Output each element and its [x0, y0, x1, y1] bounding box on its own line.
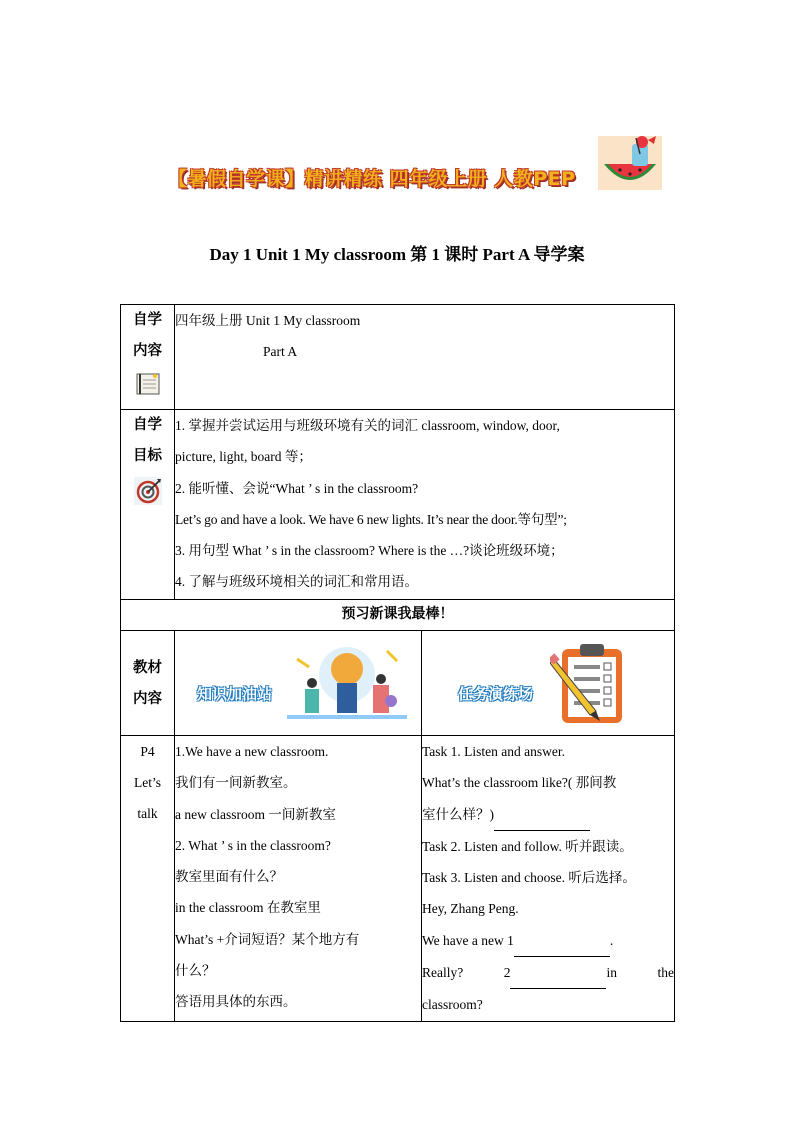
page-title: Day 1 Unit 1 My classroom 第 1 课时 Part A 导学案	[209, 245, 585, 264]
notebook-icon	[135, 371, 161, 397]
answer-blank-2[interactable]	[514, 925, 610, 957]
label-textbook-content: 教材 内容	[121, 631, 175, 736]
study-content-cell: 四年级上册 Unit 1 My classroom Part A	[175, 305, 675, 410]
section-heading: 预习新课我最棒！	[121, 600, 675, 631]
knowledge-notes-cell: 1.We have a new classroom. 我们有一间新教室。 a new classroom 一间新教室 2. What ’ s in the classroom? 教室里面有什么？ in the classroom 在教室里 What’s +介词短语？某个地方有 什么？ 答语用具体的东西。	[175, 736, 422, 1022]
knowledge-illustration-icon	[287, 639, 407, 727]
row-textbook-content	[121, 631, 675, 736]
study-plan-table	[120, 304, 675, 1022]
answer-blank-3[interactable]	[510, 957, 606, 989]
row-study-content	[121, 305, 675, 410]
header-banner: 【暑假自学课】精讲精练 四年级上册 人教PEP	[168, 168, 576, 190]
row-section-heading	[121, 600, 675, 631]
label-lets-talk: P4 Let’s talk	[121, 736, 175, 1022]
task-practice-cell: Task 1. Listen and answer. What’s the classroom like?( 那间教 室什么样？) Task 2. Listen and follow. 听并跟读。 Task 3. Listen and choose. 听后选择。 Hey, Zhang Peng. We have a new 1 . Really? 2 in the classroom?	[422, 736, 675, 1022]
clipboard-icon	[550, 641, 634, 727]
label-study-goals: 自学 目标	[121, 410, 175, 600]
knowledge-badge: 知识加油站	[197, 685, 273, 703]
answer-blank-1[interactable]	[494, 799, 590, 831]
row-study-goals	[121, 410, 675, 600]
target-icon	[133, 476, 163, 506]
watermelon-drink-icon	[596, 134, 664, 192]
study-goals-cell: 1. 掌握并尝试运用与班级环境有关的词汇 classroom, window, door, picture, light, board 等； 2. 能听懂、会说“What ’ s in the classroom? Let’s go and have a look. We have 6 new lights. It’s near the door.等句型”; 3. 用句型 What ’ s in the classroom? Where is the …?谈论班级环境； 4. 了解与班级环境相关的词汇和常用语。	[175, 410, 675, 600]
knowledge-badge-cell	[175, 631, 422, 736]
task-badge: 任务演练场	[458, 685, 534, 703]
task-badge-cell	[422, 631, 675, 736]
row-lets-talk	[121, 736, 675, 1022]
label-study-content: 自学 内容	[121, 305, 175, 410]
